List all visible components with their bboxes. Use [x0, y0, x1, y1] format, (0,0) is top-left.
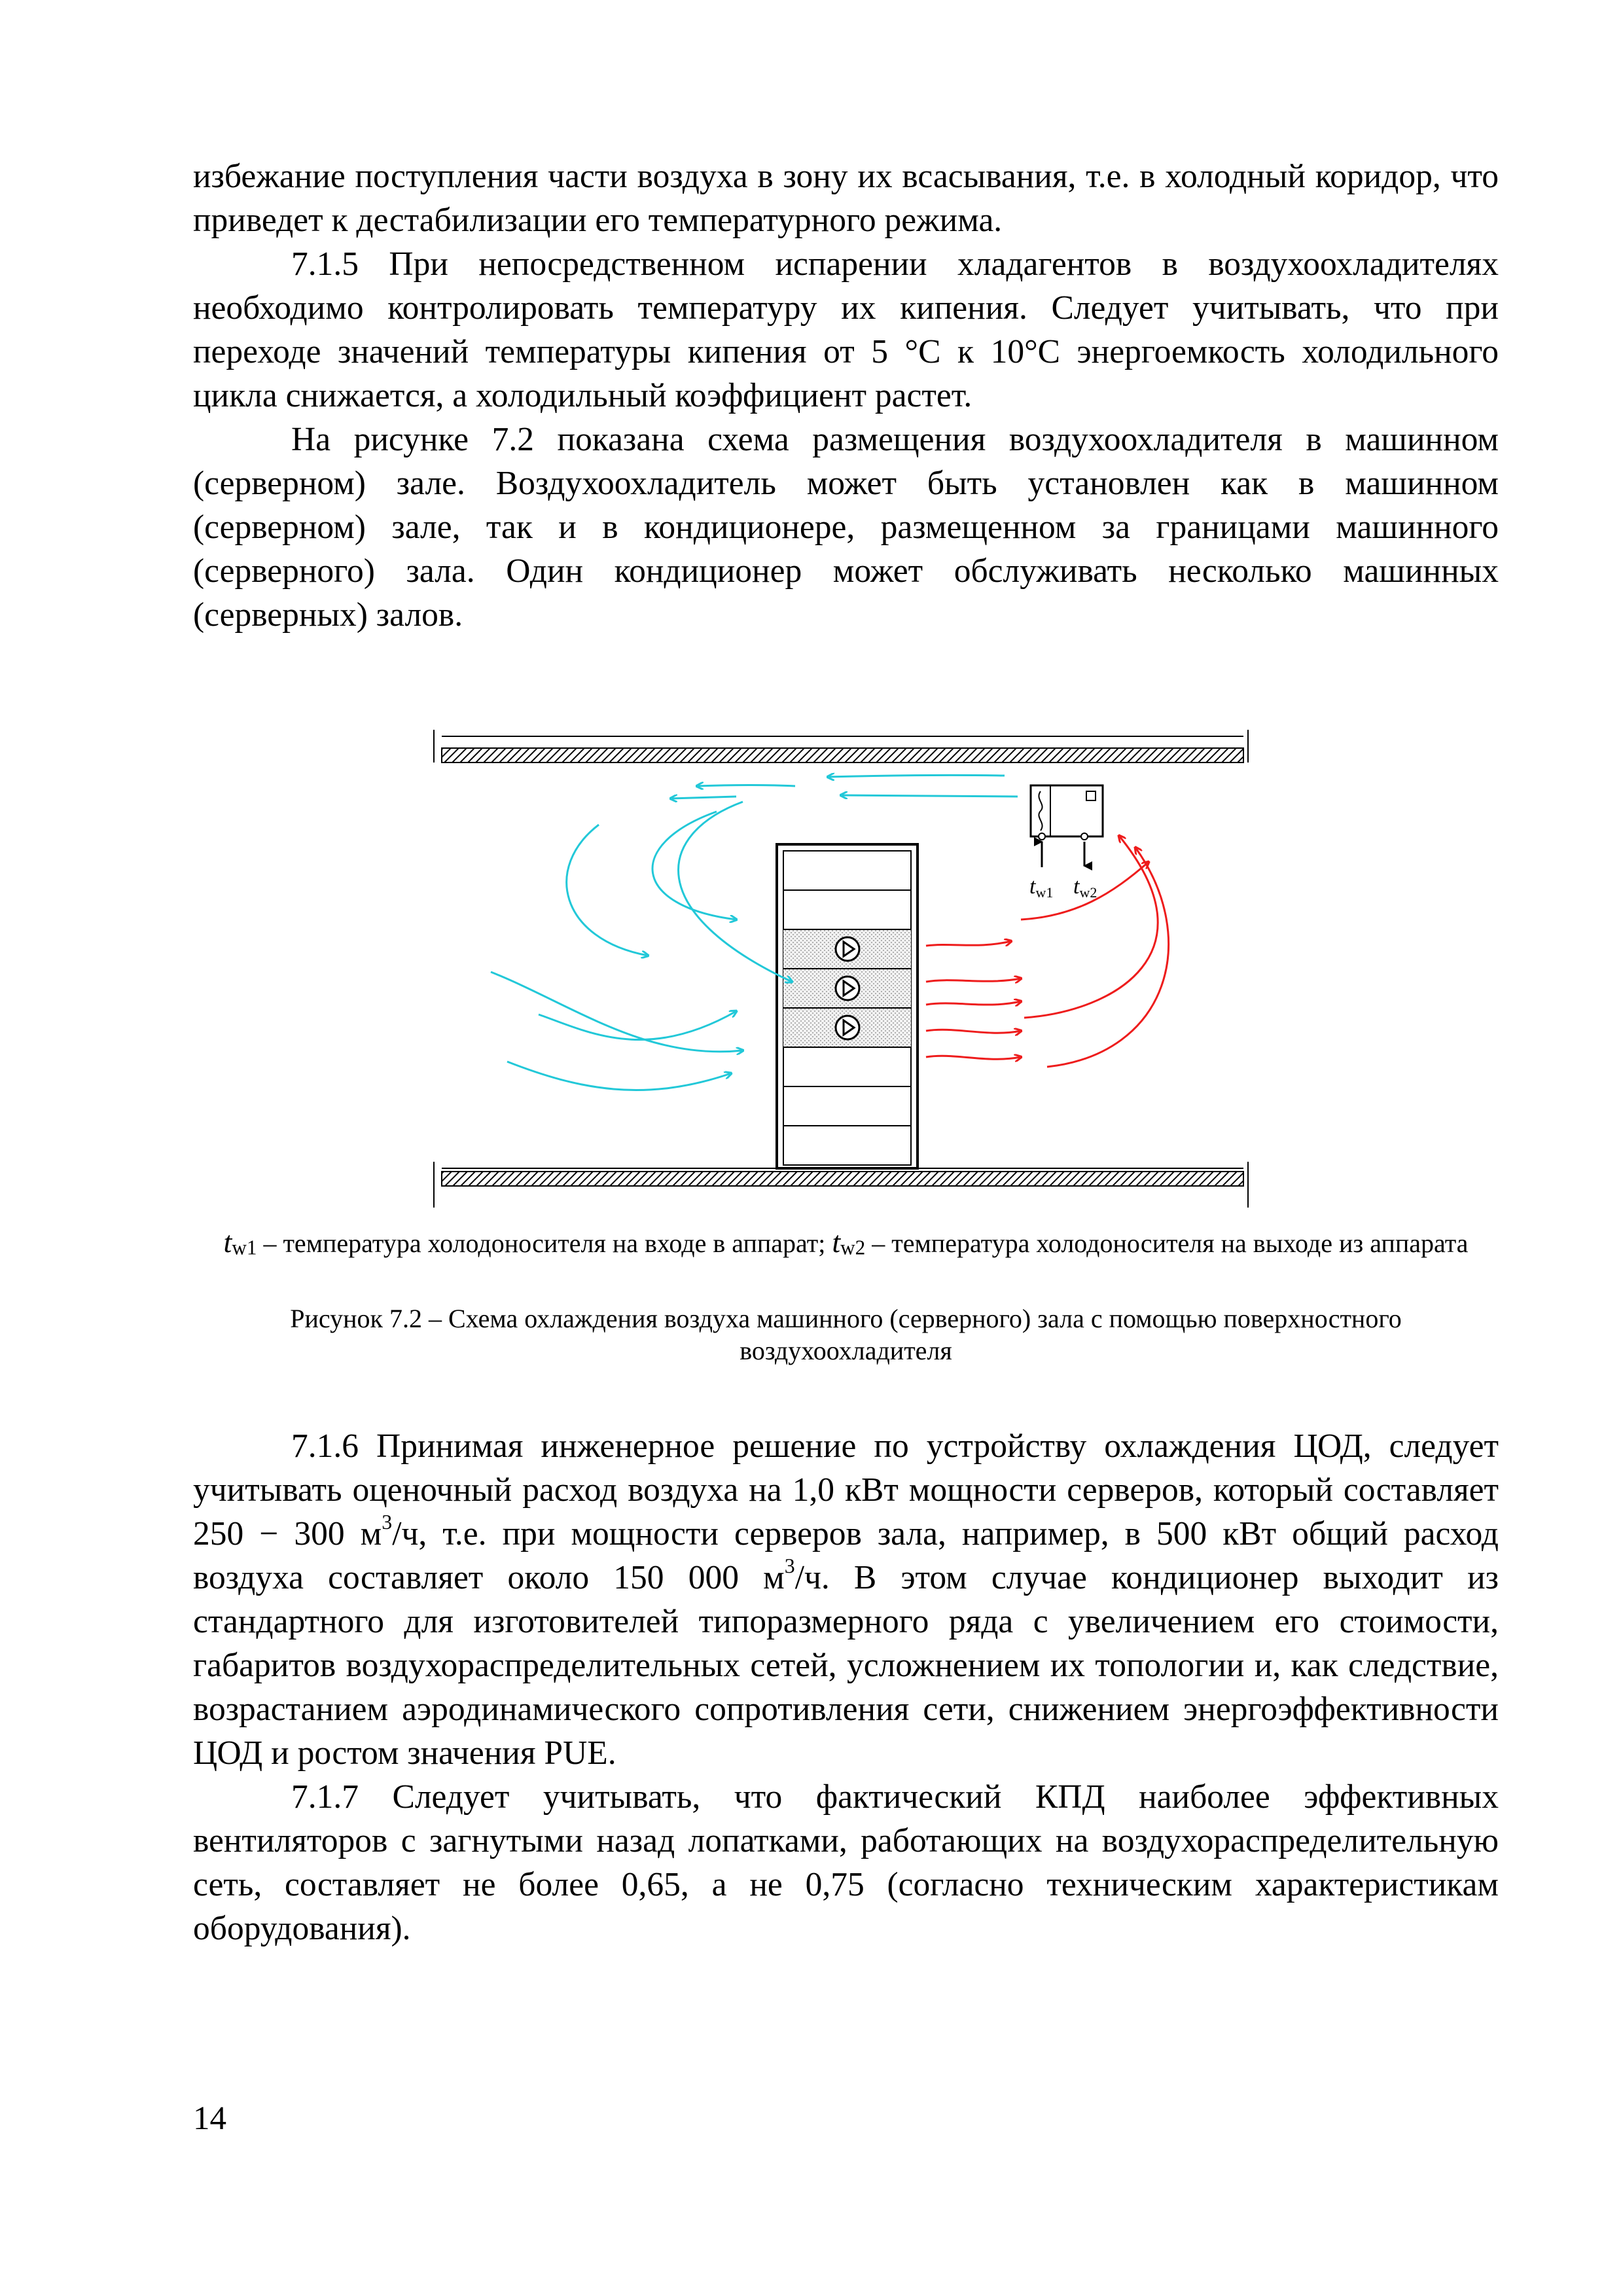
hot-flow-return-2 — [1024, 836, 1158, 1018]
hot-flow-exhaust-2 — [926, 978, 1021, 982]
page-number: 14 — [193, 2100, 226, 2137]
text-block-bottom — [193, 1424, 1499, 1950]
text-block-top — [193, 154, 1499, 637]
cold-flow-bottom — [507, 1062, 731, 1090]
label-tw1: tw1 — [1029, 874, 1054, 901]
air-cooler-unit — [1031, 785, 1103, 867]
hot-flow-exhaust-3 — [926, 1001, 1021, 1005]
figure-caption: Рисунок 7.2 – Схема охлаждения воздуха машинного (серверного) зала с помощью поверхностного воздухоохладителя — [290, 1304, 1402, 1365]
server-rack — [777, 844, 918, 1168]
fan-icon — [836, 977, 859, 1000]
label-tw2: tw2 — [1073, 874, 1097, 901]
cold-flow-top-mid — [697, 785, 795, 787]
hot-flow-exhaust-5 — [926, 1056, 1021, 1059]
paragraph-7-1-5: 7.1.5 При непосредственном испарении хладагентов в воздухоохладителях необходимо контролировать температуру их кипения. Следует учитывать, что при переходе значений температуры кипения от 5 °С к 10°С энергоемкость холодильного цикла снижается, а холодильный коэффициент растет. — [193, 245, 1499, 414]
cold-flow-left-2 — [491, 972, 743, 1052]
cold-flow-arc-1 — [567, 825, 648, 956]
hot-air-flows — [926, 836, 1169, 1067]
cold-air-flows — [491, 775, 1018, 1090]
paragraph-7-1-7: 7.1.7 Следует учитывать, что фактический КПД наиболее эффективных вентиляторов с загнутыми назад лопатками, работающих на воздухораспределительную сеть, составляет не более 0,65, а не 0,75 (согласно техническим характеристикам оборудования). — [193, 1778, 1499, 1947]
cold-flow-top-right — [841, 795, 1018, 797]
cold-flow-arc-3 — [679, 802, 792, 982]
hot-flow-exhaust-4 — [926, 1030, 1021, 1033]
fan-icon — [836, 1016, 859, 1039]
cold-flow-top-left — [671, 797, 736, 798]
paragraph-continuation: избежание поступления части воздуха в зону их всасывания, т.е. в холодный коридор, что приведет к дестабилизации его температурного режима. — [193, 158, 1499, 239]
cold-flow-left-1 — [539, 1011, 736, 1040]
cold-flow-ceiling — [828, 775, 1005, 777]
paragraph-7-1-6: 7.1.6 Принимая инженерное решение по устройству охлаждения ЦОД, следует учитывать оценочный расход воздуха на 1,0 кВт мощности серверов, который составляет 250 − 300 $м^3/ч$, т.е. при мощности серверов зала, например, в 500 кВт общий расход воздуха составляет около 150 000 $м^3/ч$. В этом случае кондиционер выходит из стандартного для изготовителей типоразмерного ряда с увеличением его стоимости, габаритов воздухораспределительных сетей, усложнением их топологии и, как следствие, возрастанием аэродинамического сопротивления сети, снижением энергоэффективности ЦОД и ростом значения PUE. — [193, 1427, 1499, 1772]
figure-legend: tw1 – температура холодоносителя на входе в аппарат; tw2 – температура холодоносителя на выходе из аппарата — [223, 1225, 1469, 1259]
figure-7-2-diagram — [429, 723, 1279, 1214]
fan-icon — [836, 937, 859, 961]
cold-flow-arc-2 — [652, 812, 736, 920]
hot-flow-exhaust-1 — [926, 941, 1011, 946]
ceiling-slab — [434, 730, 1248, 762]
paragraph-figure-reference: На рисунке 7.2 показана схема размещения воздухоохладителя в машинном (серверном) зале. Воздухоохладитель может быть установлен как в машинном (серверном) зале, так и в кондиционере, размещенном за границами машинного (серверного) зала. Один кондиционер может обслуживать несколько машинных (серверных) залов. — [193, 421, 1499, 634]
hot-flow-return-3 — [1047, 848, 1169, 1067]
